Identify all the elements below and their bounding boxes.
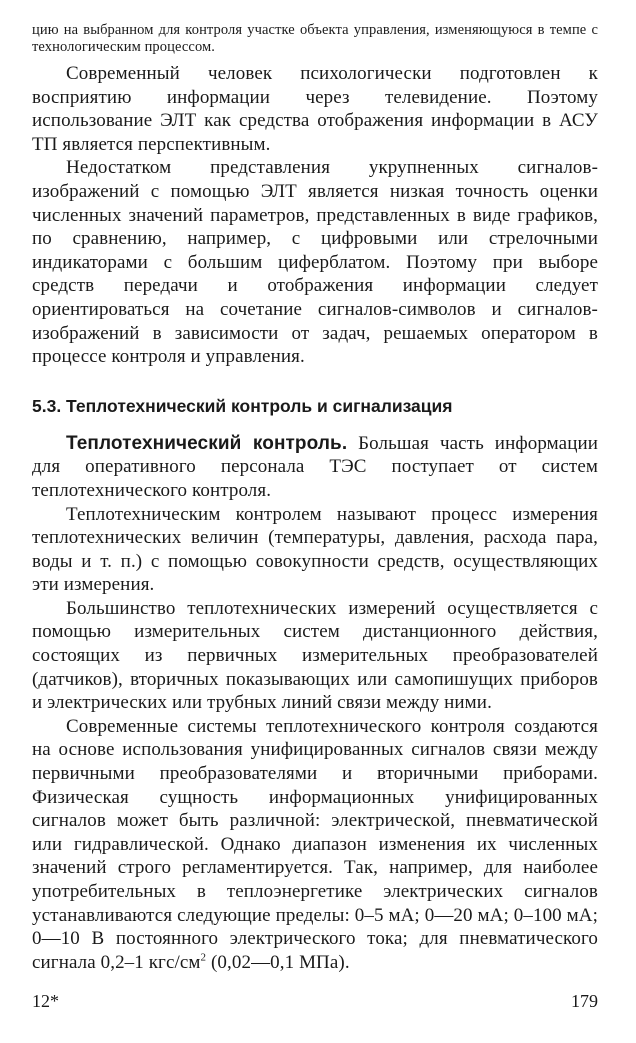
paragraph-tv-perception: Современный человек психологически подготовлен к восприятию информации через телевидение. Поэтому использование ЭЛТ как средства отображения информации в АСУ ТП является перспективным. <box>32 63 598 155</box>
page-number: 179 <box>571 991 598 1011</box>
page-body <box>32 22 598 974</box>
unified-signals-text: Современные системы теплотехнического контроля создаются на основе использования унифицированных сигналов связи между первичными преобразователями и вторичными приборами. Физическая сущность информационных унифицированных сигналов может быть различной: электрической, пневматической или гидравлической. Однако диапазон изменения их численных значений строго регламентируется. Так, например, для наиболее употребительных в теплоэнергетике электрических сигналов устанавливаются следующие пределы: 0–5 мА; 0—20 мА; 0–100 мА; 0—10 В постоянного электрического тока; для пневматического сигнала 0,2–1 кгс/см <box>32 715 598 973</box>
paragraph-crt-drawback: Недостатком представления укрупненных сигналов-изображений с помощью ЭЛТ является низкая точность оценки численных значений параметров, представленных в виде графиков, по сравнению, например, с цифровыми или стрелочными индикаторами с большим циферблатом. Поэтому при выборе средств передачи и отображения информации следует ориентироваться на сочетание сигналов-символов и сигналов-изображений в зависимости от задач, решаемых оператором в процессе контроля и управления. <box>32 157 598 368</box>
continuation-text: цию на выбранном для контроля участке объекта управления, изменяющуюся в темпе с технологическим процессом. <box>32 22 598 55</box>
runin-heading: Теплотехнический контроль. <box>66 432 348 454</box>
paragraph-thermal-control-intro <box>32 432 598 503</box>
paragraph-unified-signals <box>32 715 598 975</box>
signature-mark: 12* <box>32 991 59 1011</box>
superscript-two: 2 <box>200 951 207 964</box>
runin-text: Большая часть информации для оперативного персонала ТЭС поступает от систем теплотехнического контроля. <box>32 432 598 501</box>
section-heading: 5.3. Теплотехнический контроль и сигнализация <box>32 395 453 416</box>
paragraph-remote-systems: Большинство теплотехнических измерений осуществляется с помощью измерительных систем дистанционного действия, состоящих из первичных измерительных преобразователей (датчиков), вторичных показывающих или самопишущих приборов и электрических или трубных линий связи между ними. <box>32 597 598 714</box>
unified-signals-tail: (0,02—0,1 МПа). <box>206 951 350 973</box>
paragraph-definition: Теплотехническим контролем называют процесс измерения теплотехнических величин (температуры, давления, расхода пара, воды и т. п.) с помощью совокупности средств, осуществляющих эти измерения. <box>32 503 598 596</box>
